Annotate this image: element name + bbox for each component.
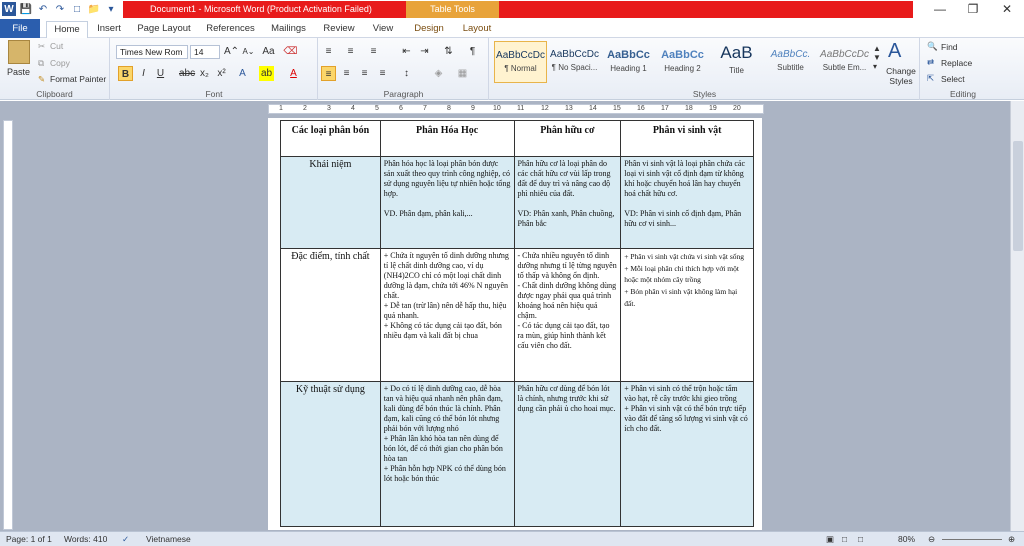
text-effects-icon[interactable]: A	[239, 68, 246, 79]
style-subtitle[interactable]	[764, 41, 817, 83]
styles-group-label: Styles	[692, 89, 717, 99]
document-page[interactable]	[268, 118, 762, 530]
style-preview: AaBbCс	[607, 49, 650, 61]
zoom-in-icon[interactable]: ⊕	[1008, 534, 1016, 544]
shading-icon[interactable]: ◈	[434, 68, 443, 79]
multilevel-list-icon[interactable]: ≡	[370, 46, 377, 57]
style-label: ¶ No Spaci...	[551, 63, 598, 72]
table-row	[281, 157, 754, 249]
fertilizer-table[interactable]	[280, 120, 754, 527]
change-case-icon[interactable]: Aa	[262, 46, 275, 57]
bullets-icon[interactable]: ≡	[325, 46, 332, 57]
ruler-number: 15	[613, 105, 621, 112]
tab-references[interactable]: References	[206, 23, 255, 34]
zoom-level[interactable]: 80%	[898, 534, 916, 544]
ruler-number: 11	[517, 105, 525, 112]
font-color-icon[interactable]: A	[290, 68, 297, 79]
tab-view[interactable]: View	[372, 23, 394, 34]
ruler-number: 13	[565, 105, 573, 112]
align-center-icon[interactable]: ≡	[343, 68, 350, 79]
cut-button[interactable]: Cut	[50, 41, 64, 51]
style-normal[interactable]	[494, 41, 547, 83]
scrollbar-thumb[interactable]	[1013, 141, 1023, 251]
clipboard-group-label: Clipboard	[36, 89, 73, 99]
tab-design[interactable]: Design	[414, 23, 444, 34]
ruler-number: 14	[589, 105, 597, 112]
ruler-number: 2	[303, 105, 307, 112]
tab-home[interactable]: Home	[46, 21, 88, 38]
italic-icon[interactable]: I	[142, 68, 145, 79]
style-no-spacing[interactable]	[548, 41, 601, 83]
style-label: Subtle Em...	[822, 63, 867, 72]
table-row	[281, 249, 754, 382]
ruler-number: 8	[447, 105, 451, 112]
style-preview: AaBbCc.	[770, 49, 811, 60]
paragraph-group	[319, 38, 489, 100]
replace-button[interactable]: Replace	[941, 58, 973, 68]
ruler-number: 5	[375, 105, 379, 112]
zoom-out-icon[interactable]: ⊖	[928, 534, 936, 544]
shrink-font-icon[interactable]: A⌄	[242, 47, 255, 56]
ruler-number: 3	[327, 105, 331, 112]
style-title[interactable]	[710, 41, 763, 83]
style-preview: AaBbCcDc	[496, 50, 545, 61]
ruler-number: 9	[471, 105, 475, 112]
font-group-label: Font	[205, 89, 223, 99]
align-right-icon[interactable]: ≡	[361, 68, 368, 79]
style-label: Heading 1	[610, 64, 647, 73]
copy-button[interactable]: Copy	[50, 58, 70, 68]
undo-icon[interactable]: ↶	[38, 3, 48, 15]
sort-icon[interactable]: ⇅	[444, 46, 453, 57]
font-size-dropdown[interactable]: 14	[190, 45, 220, 59]
table-cell[interactable]: + Phân vi sinh vật chứa vi sinh vật sống + Mỗi loại phân chỉ thích hợp với một hoặc một nhóm cây trồng + Bón phân vi sinh vật không làm hại đất.	[621, 249, 754, 382]
tab-insert[interactable]: Insert	[97, 23, 121, 34]
select-button[interactable]: Select	[941, 74, 965, 84]
style-preview: AaB	[720, 43, 753, 62]
find-icon: 🔍	[927, 41, 938, 51]
tab-page-layout[interactable]: Page Layout	[137, 23, 191, 34]
print-layout-icon[interactable]: ▣	[826, 534, 835, 544]
styles-scroll-icon[interactable]: ▲ ▼ ▾	[873, 44, 881, 71]
style-preview: AaBbCcDc	[550, 49, 599, 60]
style-heading-1[interactable]	[602, 41, 655, 83]
superscript-icon[interactable]: x²	[217, 68, 226, 79]
style-subtle-emphasis[interactable]	[818, 41, 871, 83]
clear-formatting-icon[interactable]: ⌫	[283, 46, 298, 57]
ruler-number: 6	[399, 105, 403, 112]
cut-icon: ✂	[38, 41, 46, 51]
paste-button[interactable]: Paste	[7, 67, 31, 77]
ribbon-tabs	[0, 19, 1024, 38]
paragraph-group-label: Paragraph	[383, 89, 424, 99]
show-formatting-icon[interactable]: ¶	[469, 46, 476, 57]
tab-mailings[interactable]: Mailings	[271, 23, 306, 34]
style-label: ¶ Normal	[504, 64, 537, 73]
tab-review[interactable]: Review	[323, 23, 355, 34]
font-name-dropdown[interactable]: Times New Rom	[116, 45, 188, 59]
style-label: Heading 2	[664, 64, 701, 73]
save-icon[interactable]: 💾	[19, 3, 33, 15]
status-bar	[0, 531, 1024, 546]
grow-font-icon[interactable]: A⌃	[224, 46, 240, 57]
proofing-icon[interactable]: ✓	[122, 534, 130, 544]
justify-icon[interactable]: ≡	[379, 68, 386, 79]
align-left-icon[interactable]: ≡	[321, 66, 336, 81]
replace-icon: ⇄	[927, 57, 935, 67]
table-cell[interactable]: - Chứa nhiều nguyên tố dinh dưỡng nhưng tỉ lệ từng nguyên tố thấp và không ổn định. - Chất dinh dưỡng không dùng được ngay phải qua quá trình khoáng hoá nên hiệu quả chậm. - Có tác dụng cải tạo đất, tạo ra mùn, giúp hình thành kết cấu viên cho đất.	[514, 249, 621, 382]
line-spacing-icon[interactable]: ↕	[404, 68, 409, 79]
ruler-number: 19	[709, 105, 717, 112]
underline-icon[interactable]: U	[156, 68, 165, 79]
change-styles-button[interactable]: Change Styles	[886, 66, 916, 86]
bold-icon[interactable]: B	[118, 66, 133, 81]
table-cell[interactable]: Phân hóa học là loại phân bón được sản xuất theo quy trình công nghiệp, có sử dụng nguyên liệu tự nhiên hoặc tổng hợp. VD. Phân đạm, phân kali,...	[380, 157, 514, 249]
highlight-icon[interactable]: ab	[260, 68, 273, 79]
table-header-cell[interactable]: Các loại phân bón	[281, 121, 381, 157]
strikethrough-icon[interactable]: abc	[179, 68, 196, 79]
ruler-number: 18	[685, 105, 693, 112]
table-cell[interactable]: Phân hữu cơ dùng để bón lót là chính, nhưng trước khi sử dụng cần phải ủ cho hoai mục.	[514, 382, 621, 527]
row-label-cell[interactable]: Kỹ thuật sử dụng	[281, 382, 381, 527]
clipboard-group	[0, 38, 110, 100]
increase-indent-icon[interactable]: ⇥	[420, 46, 429, 57]
page-count[interactable]: Page: 1 of 1	[6, 534, 52, 544]
ruler-number: 4	[351, 105, 355, 112]
word-logo-icon: W	[2, 2, 16, 16]
copy-icon: ⧉	[38, 58, 45, 68]
table-header-cell[interactable]: Phân Hóa Học	[380, 121, 514, 157]
vertical-scrollbar[interactable]	[1010, 101, 1024, 531]
table-cell[interactable]: + Chứa ít nguyên tố dinh dưỡng nhưng tỉ lệ chất dinh dưỡng cao, ví dụ (NH4)2CO chỉ có một loại chất dinh dưỡng là đạm, chứa tới 46% N nguyên chất. + Dễ tan (trừ lân) nên dễ hấp thu, hiệu quả nhanh. + Không có tác dụng cải tạo đất, bón nhiều đạm và kali đất bị chua	[380, 249, 514, 382]
format-painter-button[interactable]: Format Painter	[50, 74, 107, 84]
vertical-ruler[interactable]	[3, 120, 13, 530]
table-row	[281, 382, 754, 527]
horizontal-ruler[interactable]	[268, 104, 764, 114]
table-cell[interactable]: Phân vi sinh vật là loại phân chứa các loại vi sinh vật cố định đạm từ không khí hoặc chuyển hoá lân hay chuyển hoá chất hữu cơ. VD: Phân vi sinh cố định đạm, Phân hữu cơ vi sinh...	[621, 157, 754, 249]
styles-group	[490, 38, 920, 100]
minimize-button[interactable]: —	[934, 2, 946, 16]
ruler-number: 1	[279, 105, 283, 112]
tab-file[interactable]: File	[0, 19, 40, 38]
paste-icon[interactable]	[8, 40, 30, 64]
borders-icon[interactable]: ▦	[457, 68, 468, 79]
ruler-number: 7	[423, 105, 427, 112]
ruler-number: 10	[493, 105, 501, 112]
language-indicator[interactable]: Vietnamese	[146, 534, 191, 544]
ruler-number: 20	[733, 105, 741, 112]
style-label: Title	[729, 66, 744, 75]
table-cell[interactable]: + Phân vi sinh có thể trộn hoặc tẩm vào hạt, rễ cây trước khi gieo trồng + Phân vi sinh vật có thể bón trực tiếp vào đất để tăng số lượng vi sinh vật có ích cho đất.	[621, 382, 754, 527]
customize-qat-icon[interactable]: ▾	[108, 3, 114, 15]
open-folder-icon[interactable]: 📁	[87, 3, 101, 15]
editing-group-label: Editing	[950, 89, 976, 99]
word-count[interactable]: Words: 410	[64, 534, 108, 544]
redo-icon[interactable]: ↷	[55, 3, 65, 15]
format-painter-icon: ✎	[38, 74, 46, 84]
style-preview: AaBbCc	[661, 49, 704, 61]
ruler-number: 17	[661, 105, 669, 112]
find-button[interactable]: Find	[941, 42, 958, 52]
table-header-row	[281, 121, 754, 157]
subscript-icon[interactable]: x₂	[200, 68, 209, 79]
web-layout-icon[interactable]: □	[858, 534, 864, 544]
table-cell[interactable]: Phân hữu cơ là loại phân do các chất hữu cơ vùi lấp trong đất để duy trì và nâng cao độ phì nhiêu của đất. VD: Phân xanh, Phân chuồng, Phân bắc	[514, 157, 621, 249]
change-styles-icon: A	[888, 40, 902, 62]
table-header-cell[interactable]: Phân vi sinh vật	[621, 121, 754, 157]
row-label-cell[interactable]: Đặc điểm, tính chất	[281, 249, 381, 382]
tab-layout[interactable]: Layout	[462, 23, 492, 34]
ruler-number: 16	[637, 105, 645, 112]
close-button[interactable]: ✕	[1001, 2, 1013, 16]
table-tools-context-label: Table Tools	[406, 1, 499, 18]
new-document-icon[interactable]: □	[73, 3, 81, 15]
row-label-cell[interactable]: Khái niệm	[281, 157, 381, 249]
window-title: Document1 - Microsoft Word (Product Activation Failed)	[150, 4, 372, 14]
style-label: Subtitle	[777, 63, 804, 72]
quick-access-toolbar	[2, 2, 118, 16]
editing-group	[921, 38, 1005, 100]
ribbon	[0, 38, 1024, 100]
table-cell[interactable]: + Do có tỉ lệ dinh dưỡng cao, dễ hòa tan và hiệu quả nhanh nên phân đạm, kali dùng để bón thúc là chính. Phân đạm, kali cũng có thể bón lót nhưng phải bón với lượng nhỏ + Phân lân khó hòa tan nên dùng để bón lót, để có thời gian cho phân bón hòa tan + Phân hỗn hợp NPK có thể dùng bón lót hoặc bón thúc	[380, 382, 514, 527]
title-bar	[0, 0, 1024, 19]
restore-button[interactable]: ❐	[967, 2, 979, 16]
ruler-number: 12	[541, 105, 549, 112]
style-heading-2[interactable]	[656, 41, 709, 83]
full-screen-icon[interactable]: □	[842, 534, 848, 544]
style-preview: AaBbCcDc	[820, 49, 869, 60]
table-header-cell[interactable]: Phân hữu cơ	[514, 121, 621, 157]
zoom-slider[interactable]	[942, 539, 1002, 540]
font-group	[111, 38, 318, 100]
select-icon: ⇱	[927, 73, 935, 83]
numbering-icon[interactable]: ≡	[347, 46, 354, 57]
decrease-indent-icon[interactable]: ⇤	[402, 46, 411, 57]
